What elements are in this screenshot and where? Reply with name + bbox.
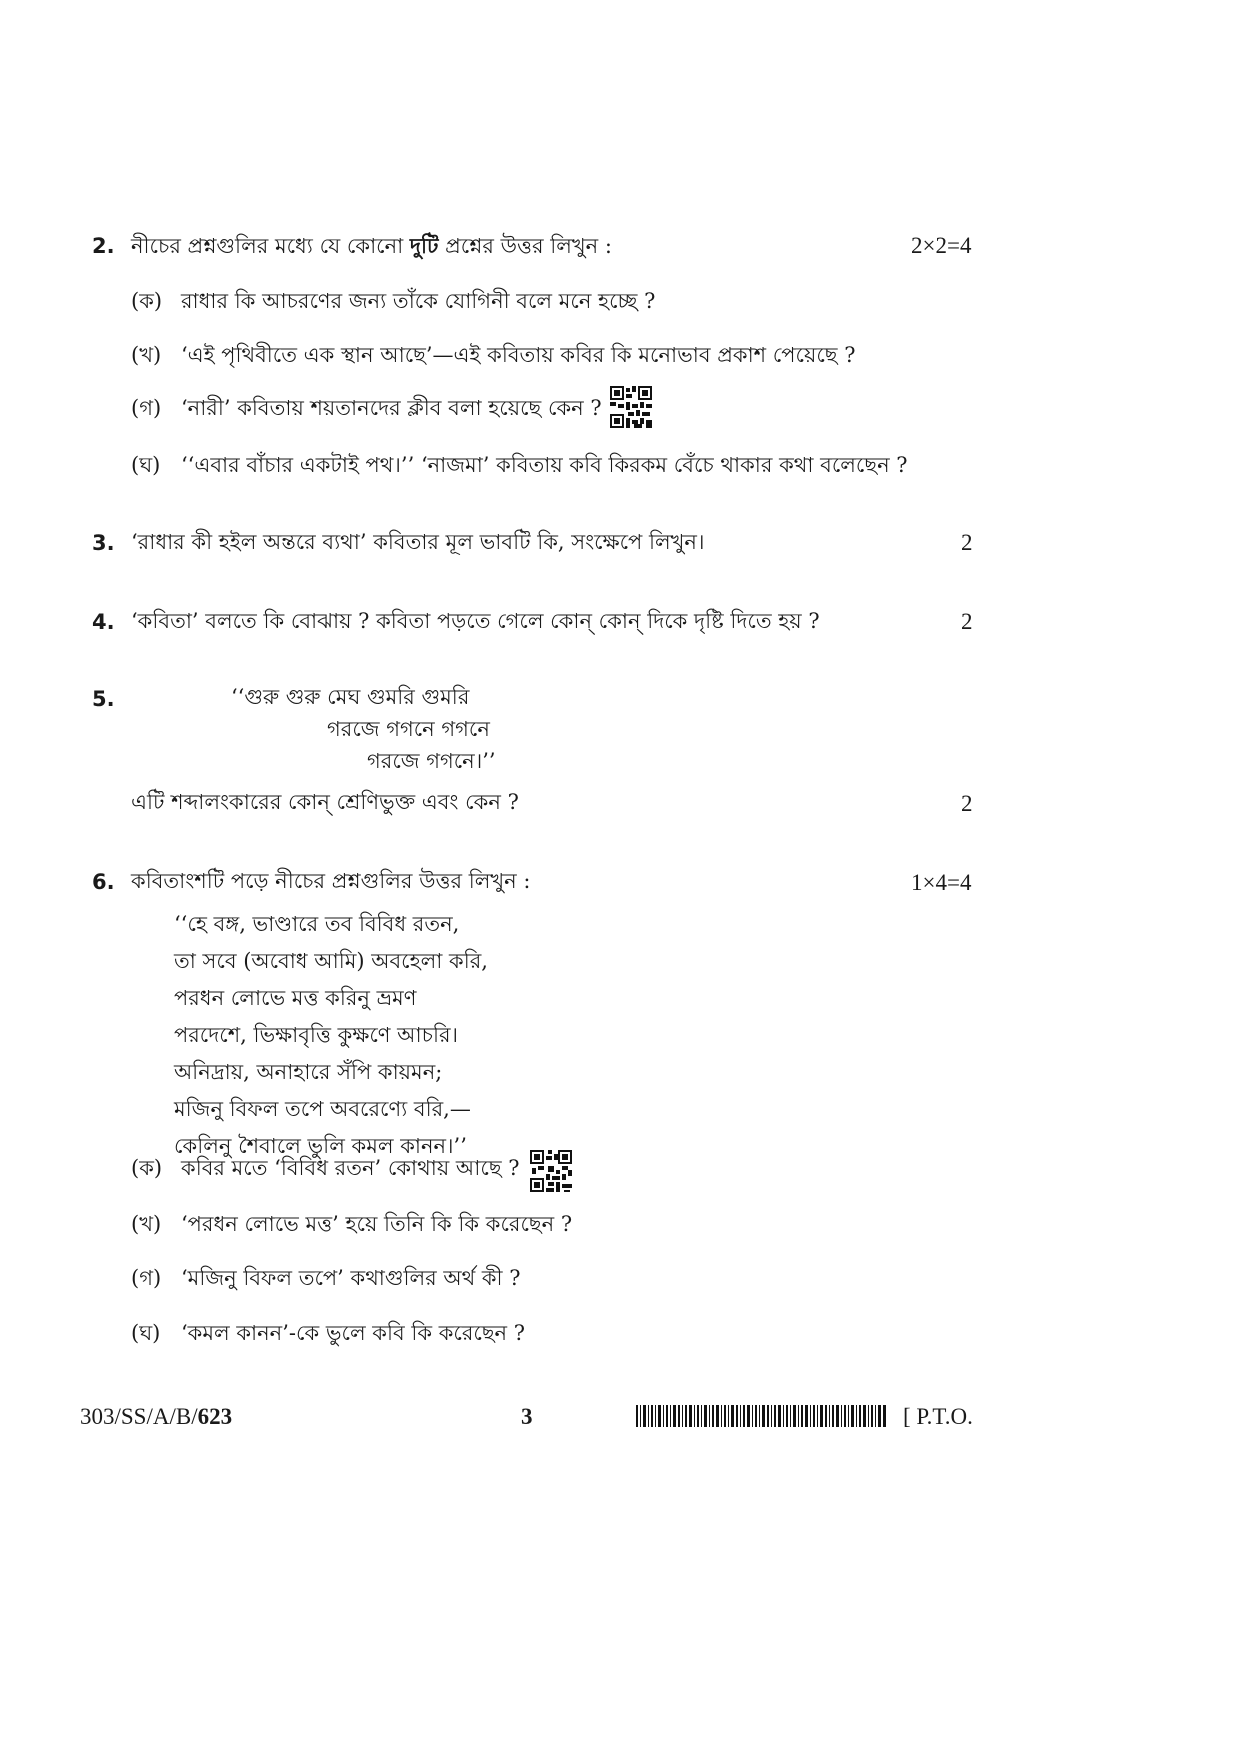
question-number: 4. xyxy=(92,610,115,634)
question-2-stem-part: নীচের প্রশ্নগুলির মধ্যে যে কোনো xyxy=(131,234,410,258)
poem-block xyxy=(174,906,488,1165)
verse-line: ‘‘গুরু গুরু মেঘ গুমরি গুমরি xyxy=(231,685,470,709)
barcode-icon xyxy=(636,1405,886,1427)
option-label: (ক) xyxy=(131,1156,163,1180)
pto-label: [ P.T.O. xyxy=(903,1404,973,1429)
poem-line: কেলিনু শৈবালে ভুলি কমল কানন।’’ xyxy=(174,1134,467,1158)
question-number: 6. xyxy=(92,870,115,894)
option-text: কবির মতে ‘বিবিধ রতন’ কোথায় আছে ? xyxy=(181,1156,520,1180)
option-label: (ক) xyxy=(131,289,163,313)
qr-code-icon xyxy=(530,1150,572,1192)
option-label: (খ) xyxy=(131,1212,162,1236)
option-label: (গ) xyxy=(131,1266,162,1290)
question-3-text: ‘রাধার কী হইল অন্তরে ব্যথা’ কবিতার মূল ভাবটি কি, সংক্ষেপে লিখুন। xyxy=(131,530,705,554)
verse-line: গরজে গগনে গগনে xyxy=(327,717,490,741)
option-text: ‘মজিনু বিফল তপে’ কথাগুলির অর্থ কী ? xyxy=(181,1266,521,1290)
question-2-stem-part: প্রশ্নের উত্তর লিখুন : xyxy=(438,234,612,258)
option-text: ‘পরধন লোভে মত্ত’ হয়ে তিনি কি কি করেছেন ? xyxy=(181,1212,573,1236)
paper-code-number: 623 xyxy=(197,1404,233,1429)
poem-line: পরধন লোভে মত্ত করিনু ভ্রমণ xyxy=(174,986,417,1010)
verse-line: গরজে গগনে।’’ xyxy=(367,749,496,773)
option-label: (গ) xyxy=(131,396,162,420)
option-label: (ঘ) xyxy=(131,453,161,477)
question-number: 5. xyxy=(92,687,115,711)
option-text: ‘কমল কানন’-কে ভুলে কবি কি করেছেন ? xyxy=(181,1321,526,1345)
poem-line: অনিদ্রায়, অনাহারে সঁপি কায়মন; xyxy=(174,1060,443,1084)
question-5-marks: 2 xyxy=(961,791,973,816)
option-text: রাধার কি আচরণের জন্য তাঁকে যোগিনী বলে মনে হচ্ছে ? xyxy=(181,289,656,313)
option-label: (ঘ) xyxy=(131,1321,161,1345)
paper-code xyxy=(80,1404,232,1430)
option-label: (খ) xyxy=(131,343,162,367)
question-number: 2. xyxy=(92,234,115,258)
poem-line: মজিনু বিফল তপে অবরেণ্যে বরি,— xyxy=(174,1097,471,1121)
question-4-text: ‘কবিতা’ বলতে কি বোঝায় ? কবিতা পড়তে গেলে কোন্ কোন্ দিকে দৃষ্টি দিতে হয় ? xyxy=(131,609,820,633)
question-4-marks: 2 xyxy=(961,609,973,634)
qr-code-icon xyxy=(610,386,652,428)
poem-line: তা সবে (অবোধ আমি) অবহেলা করি, xyxy=(174,949,488,973)
poem-line: ‘‘হে বঙ্গ, ভাণ্ডারে তব বিবিধ রতন, xyxy=(174,912,460,936)
paper-code-prefix: 303/SS/A/B/ xyxy=(80,1404,198,1429)
option-text: ‘এই পৃথিবীতে এক স্থান আছে’—এই কবিতায় কবির কি মনোভাব প্রকাশ পেয়েছে ? xyxy=(181,343,856,367)
option-text: ‘নারী’ কবিতায় শয়তানদের ক্লীব বলা হয়েছে কেন ? xyxy=(181,396,602,420)
question-6-stem: কবিতাংশটি পড়ে নীচের প্রশ্নগুলির উত্তর লিখুন : xyxy=(131,869,531,893)
question-2-stem xyxy=(131,235,612,257)
question-3-marks: 2 xyxy=(961,530,973,555)
question-2-marks: 2×2=4 xyxy=(911,233,972,258)
question-6-marks: 1×4=4 xyxy=(911,870,972,895)
question-number: 3. xyxy=(92,531,115,555)
option-text: ‘‘এবার বাঁচার একটাই পথ।’’ ‘নাজমা’ কবিতায় কবি কিরকম বেঁচে থাকার কথা বলেছেন ? xyxy=(181,453,908,477)
question-5-text: এটি শব্দালংকারের কোন্ শ্রেণিভুক্ত এবং কেন ? xyxy=(131,790,519,814)
page-number: 3 xyxy=(521,1404,533,1429)
poem-line: পরদেশে, ভিক্ষাবৃত্তি কুক্ষণে আচরি। xyxy=(174,1023,459,1047)
question-2-stem-emphasis: দুটি xyxy=(409,233,439,258)
